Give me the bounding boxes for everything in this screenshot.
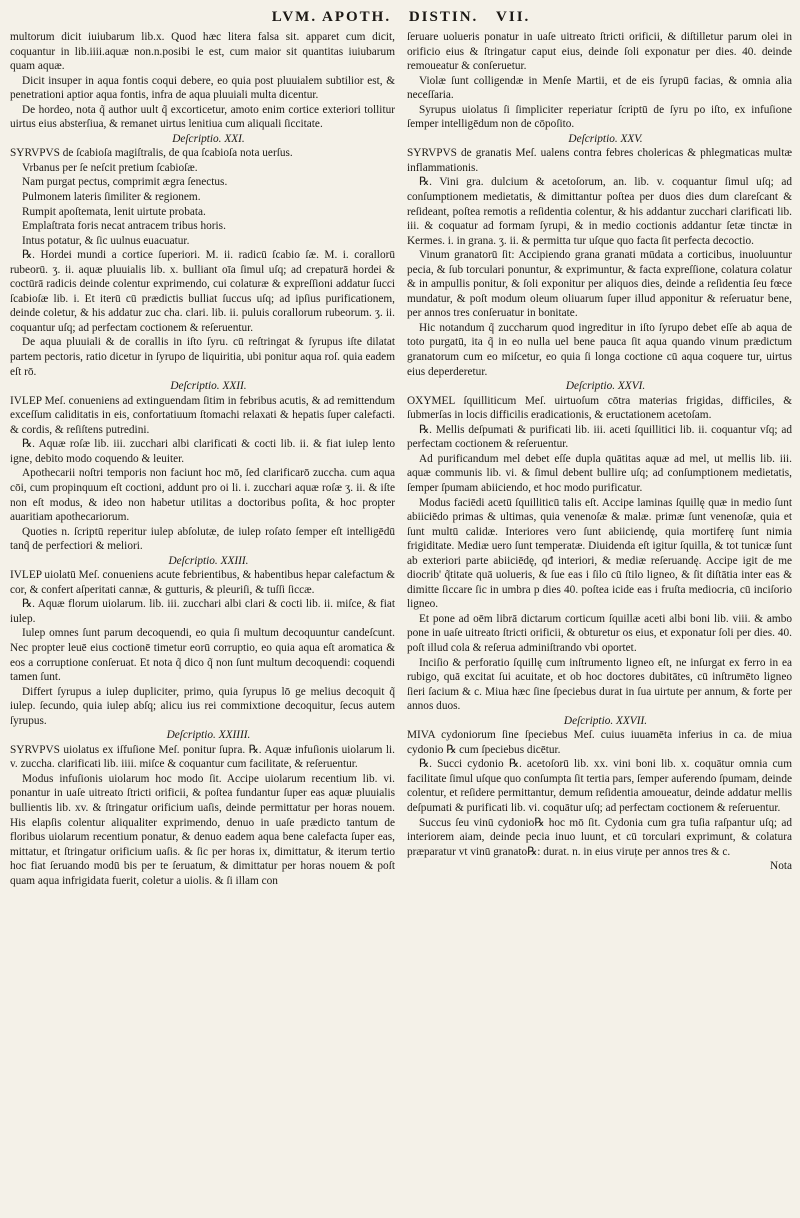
paragraph: SYRVPVS de granatis Meſ. ualens contra febres cholericas & phlegmaticas multæ inflammationis. [407,147,792,174]
left-column [10,30,395,1200]
paragraph: ℞. Aquæ florum uiolarum. lib. iii. zucchari albi clari & cocti lib. ii. miſce, & fiat iulep. [10,598,395,625]
paragraph: OXYMEL ſquilliticum Meſ. uirtuoſum cōtra materias frigidas, difficiles, & ſubmerſas in locis difficilis eradicationis, & eructationem acetoſam. [407,394,792,422]
section-heading: Deſcriptio. XXIII. [168,554,249,567]
paragraph: Vrbanus per ſe neſcit pretium ſcabioſæ. [22,161,198,174]
paragraph: ℞. Vini gra. dulcium & acetoſorum, an. lib. v. coquantur ſimul uſq; ad conſumptionem medietatis, & dimittantur poſtea per duos dies dum clareſcant & reſideant, poſtea remotis a reſidentia colentur, & his addantur zucchari clarificati lib. iii. & coquatur ad formam ſyrupi, & in medio coctionis addantur ſetæ tinctæ in Kermes. i. in grana. ʒ. ii. & permitta tur uſque quo facta ſit perfecta decoctio. [407,176,792,247]
paragraph: Hic notandum q̃ zuccharum quod ingreditur in iſto ſyrupo debet eſſe ab aqua de toto purgatū, ita q̃ in eo nulla uel bene pauca ſit aqua quando vinum prædictum granatorum cum eo miſcetur, eo quia ſi longa coctione cū aqua coquere tur, uirtus eius deperderetur. [407,321,792,378]
paragraph: Apothecarii noſtri temporis non faciunt hoc mō, ſed clarificarō zuccha. cum aqua cōi, cum propinquum eſt coctioni, addunt pro oi li. i. zucchari aquæ roſæ ʒ. ii. & iſte non eſt modus, & ideo non habetur utilitas a doctoribus poſita, & hoc propter auaritiam apothecariorum. [10,467,395,524]
paragraph: Vinum granatorū ſit: Accipiendo grana granati mūdata a corticibus, inuoluuntur pecia, & ſub torculari ponuntur, & exprimuntur, & facta expreſſione, colatura colatur & in ampullis ponitur, & ſoli exponitur per aliquos dies, deinde a reſidentia ſeu fœce mundatur, & poſt modum oleum oliuarum ſuper illud apponitur & reſeruatur bene, per annos tres conſeruatur in bonitate. [407,249,792,320]
paragraph: Rumpit apoſtemata, lenit uirtute probata. [22,205,206,218]
paragraph: Succus ſeu vinū cydonio℞ hoc mō ſit. Cydonia cum gra tuſia raſpantur uſq; ad interiorem aiam, deinde pecia inuo luunt, et cū torculari exprimunt, & colatura præparatur vt vinū granato℞: durat. n. in eius viruțe per annos tres & c. [407,816,792,858]
paragraph: Modus infuſionis uiolarum hoc modo ſit. Accipe uiolarum recentium lib. vi. ponantur in uaſe uitreato ſtricti orificii, & poſtea fundantur ſuper eas aquæ pluuialis bullientis lib. xv. & ſtringatur orificium uaſis, deinde permittatur per horas nouem. His elapſis colentur aliqualiter exprimendo, denuo in uaſe prædicto tantum de floribus uiolarum recentium ponatur, & denuo eadem aqua bene calefacta ſuper eas, mittatur, et ſtringatur orificium uaſis. & ſic per horas ix, dimittatur, & iterum tertio hoc fiat ſeruando modū bis per te ſeruatum, & dimittatur per horas nouem & poſt quam aqua infrigidata fuerit, coletur a uiolis. & ſi illam con [10,772,395,887]
section-heading: Deſcriptio. XXVII. [563,714,648,727]
paragraph: IVLEP Meſ. conueniens ad extinguendam ſitim in febribus acutis, & ad remittendum exceſſum caliditatis in eis, confortatiuum ſtomachi relaxati & hepatis ſuper calefacti. & cordis, & reſiſtens putredini. [10,394,395,436]
paragraph: ſeruare uolueris ponatur in uaſe uitreato ſtricti orificii, & diſtilletur parum olei in orificio eius & ſtringatur caput eius, deinde ſoli exponatur per dies. 40. deinde remoueatur & conſeruetur. [407,31,792,73]
paragraph: Pulmonem lateris ſimiliter & regionem. [22,191,201,204]
paragraph: Dicit insuper in aqua fontis coqui debere, eo quia post pluuialem subtilior est, & penetrationi aptior aqua fontis, infra de aqua pluuiali multa dicentur. [10,74,395,102]
paragraph: Syrupus uiolatus ſi ſimpliciter reperiatur ſcriptū de ſyru po iſto, ex infuſione ſemper intelligēdum non de cōpoſito. [407,103,792,131]
catchword: Nota [770,860,792,873]
paragraph: Et pone ad oēm librā dictarum corticum ſquillæ aceti albi boni lib. viii. & ambo pone in uaſe uitreato ſtricti orificii, & obturetur os eius, et exponatur ſoli per dies. 40. poſt illud cola & reſerua adminiſtrando vbi oportet. [407,612,792,654]
paragraph: Quoties n. ſcriptū reperitur iulep abſolutæ, de iulep roſato ſemper eſt intelligēdū tanq̃ de perfectiori & meliori. [10,525,395,553]
paragraph: IVLEP uiolatū Meſ. conueniens acute febrientibus, & habentibus hepar calefactum & cor, & confert aſperitati cannæ, & gutturis, & pleuriſi, & tuſſi ſiccæ. [10,569,395,596]
paragraph: ℞. Succi cydonio ℞. acetoſorū lib. xx. vini boni lib. x. coquātur omnia cum facilitate ſimul uſque quo conſumpta ſit tertia pars, ſemper auferendo ſpumam, deinde colentur, et reſidere permittantur, demum reſidentia amoueatur, deinde addatur mellis deſpumati & purificati lib. vi. coquātur uſq; ad perfectam coctionem & reſeruentur. [407,758,792,814]
paragraph: ℞. Mellis deſpumati & purificati lib. iii. aceti ſquillitici lib. ii. coquantur vſq; ad perfectam coctionem & reſeruentur. [407,423,792,451]
paragraph: De aqua pluuiali & de corallis in iſto ſyru. cū reſtringat & ſyrupus iſte dilatat partem pectoris, ratio dicetur in ſyrupo de liquiritia, ubi ponitur aqua roſ. quia eadem eſt rō. [10,336,395,378]
running-head [10,6,792,30]
paragraph: Inciſio & perforatio ſquillę cum inſtrumento ligneo eſt, ne inſurgat ex ferro in ea rubigo, quā excitat ſui acuitate, et ob hoc doctores dubitātes, cū inſtrumēto ligneo ſieri ſacium & c. Miua hæc ſine ſpeciebus durat in ſua uirtute per annum, & forte per annos duos. [407,656,792,713]
paragraph: Modus faciēdi acetū ſquilliticū talis eſt. Accipe laminas ſquillę quæ in medio ſunt abiiciēdo primas & ultimas, quia venenoſæ & malæ. primæ ſunt venenoſæ, quia et ſunt multū calidæ. Interiores vero ſunt abiiciendę, quia mortiferę ſunt nimia frigiditate. Mediæ uero ſunt temperatæ. Diuidenda eſt igitur ſquilla, & tot tunicæ ſunt ab exteriori parte abiiciēdę, qđ interiori, & mediæ reſeruandę. Accipe igit de me diocrib' q̃titate quā uolueris, & ſue eas i ſilo cū ſtilo ligneo, & ſit diſtātia inter eas & dimitte ſiccare ſic in umbra p dies 40. poſtea icide eas i fruſta mediocria, cū inciſorio ligneo. [407,496,792,611]
paragraph: Nam purgat pectus, comprimit ægra ſenectus. [22,176,228,189]
running-head-right: DISTIN. [408,9,479,25]
paragraph: ℞. Aquæ roſæ lib. iii. zucchari albi clarificati & cocti lib. ii. & fiat iulep lento igne, debito modo coquendo & leuiter. [10,438,395,465]
paragraph: multorum dicit iuiubarum lib.x. Quod hæc litera falsa sit. apparet cum dicit, coquantur in lib.iiii.aquæ non.n.posibi le est, cum maior sit quantitas iuiubarum quam aquæ. [10,31,395,73]
paragraph: De hordeo, nota q̃ author uult q̃ excorticetur, amoto enim cortice exteriori tollitur uirtus eius absterſiua, & remanet uirtus lenitiua cum aliquali ſiccitate. [10,103,395,131]
paragraph: ℞. Hordei mundi a cortice ſuperiori. M. ii. radicū ſcabio ſæ. M. i. corallorū rubeorū. ʒ. ii. aquæ pluuialis lib. x. bulliant oīa ſimul uſq; ad crepaturā hordei & coctūrā radicis deinde colentur exprimendo, cui colaturæ & expreſſioni addatur ſucci ſcabioſæ lib. i. Et iterū cū prædictis bulliat ſuccus uſq; ad ipſius purificationem, deinde coletur, & his addatur zuc cha. clari. lib. ii. puluis corallorum rubeorum. ʒ. ii. coquantur uſq; ad perfectam coctionem & reſeruentur. [10,249,395,334]
paragraph: SYRVPVS de ſcabioſa magiſtralis, de qua ſcabioſa nota uerſus. [10,147,293,160]
text-columns [10,30,792,1200]
paragraph: SYRVPVS uiolatus ex iſfuſione Meſ. ponitur ſupra. ℞. Aquæ infuſionis uiolarum li. v. zuccha. clarificati lib. iiii. miſce & coquantur cum facilitate, & reſeruentur. [10,743,395,771]
paragraph: Intus potatur, & ſic uulnus euacuatur. [22,234,190,247]
section-heading: Deſcriptio. XXV. [568,132,643,145]
paragraph: Emplaſtrata foris necat antracem tribus horis. [22,220,226,233]
section-heading: Deſcriptio. XXIIII. [166,729,251,742]
section-heading: Deſcriptio. XXI. [172,132,245,145]
paragraph: MIVA cydoniorum ſine ſpeciebus Meſ. cuius iuuamēta inferius in ca. de miua cydonio ℞ cum ſpeciebus dicētur. [407,729,792,756]
running-head-left: LVM. APOTH. [271,9,392,25]
section-heading: Deſcriptio. XXVI. [565,380,646,393]
right-column [407,30,792,1200]
section-heading: Deſcriptio. XXII. [170,380,247,393]
page-section-number: VII. [496,9,531,25]
paragraph: Violæ ſunt colligendæ in Menſe Martii, et de eis ſyrupū facias, & omnia alia neceſſaria. [407,74,792,102]
paragraph: Iulep omnes ſunt parum decoquendi, eo quia ſi multum decoquuntur candeſcunt. Nec propter leuē eius coctionē timetur eorū corruptio, eo quia aqua eſt aromatica & eos a corruptione conſeruat. Et nota q̃ dico q̃ non ſunt multum decoquendi: coquendi tamen ſunt. [10,627,395,684]
paragraph: Ad purificandum mel debet eſſe dupla quātitas aquæ ad mel, ut mellis lib. iii. aquæ communis lib. vi. & ſimul debent bullire uſq; ad conſumptionem medietatis, ſemper ſpumam abiiciendo, et hoc modo purificatur. [407,452,792,494]
paragraph: Differt ſyrupus a iulep dupliciter, primo, quia ſyrupus lō ge melius decoquit q̃ iulep. ſecundo, quia iulep abſq; alicu ius rei commixtione decoquitur, ſecus autem ſyrupus. [10,685,395,727]
